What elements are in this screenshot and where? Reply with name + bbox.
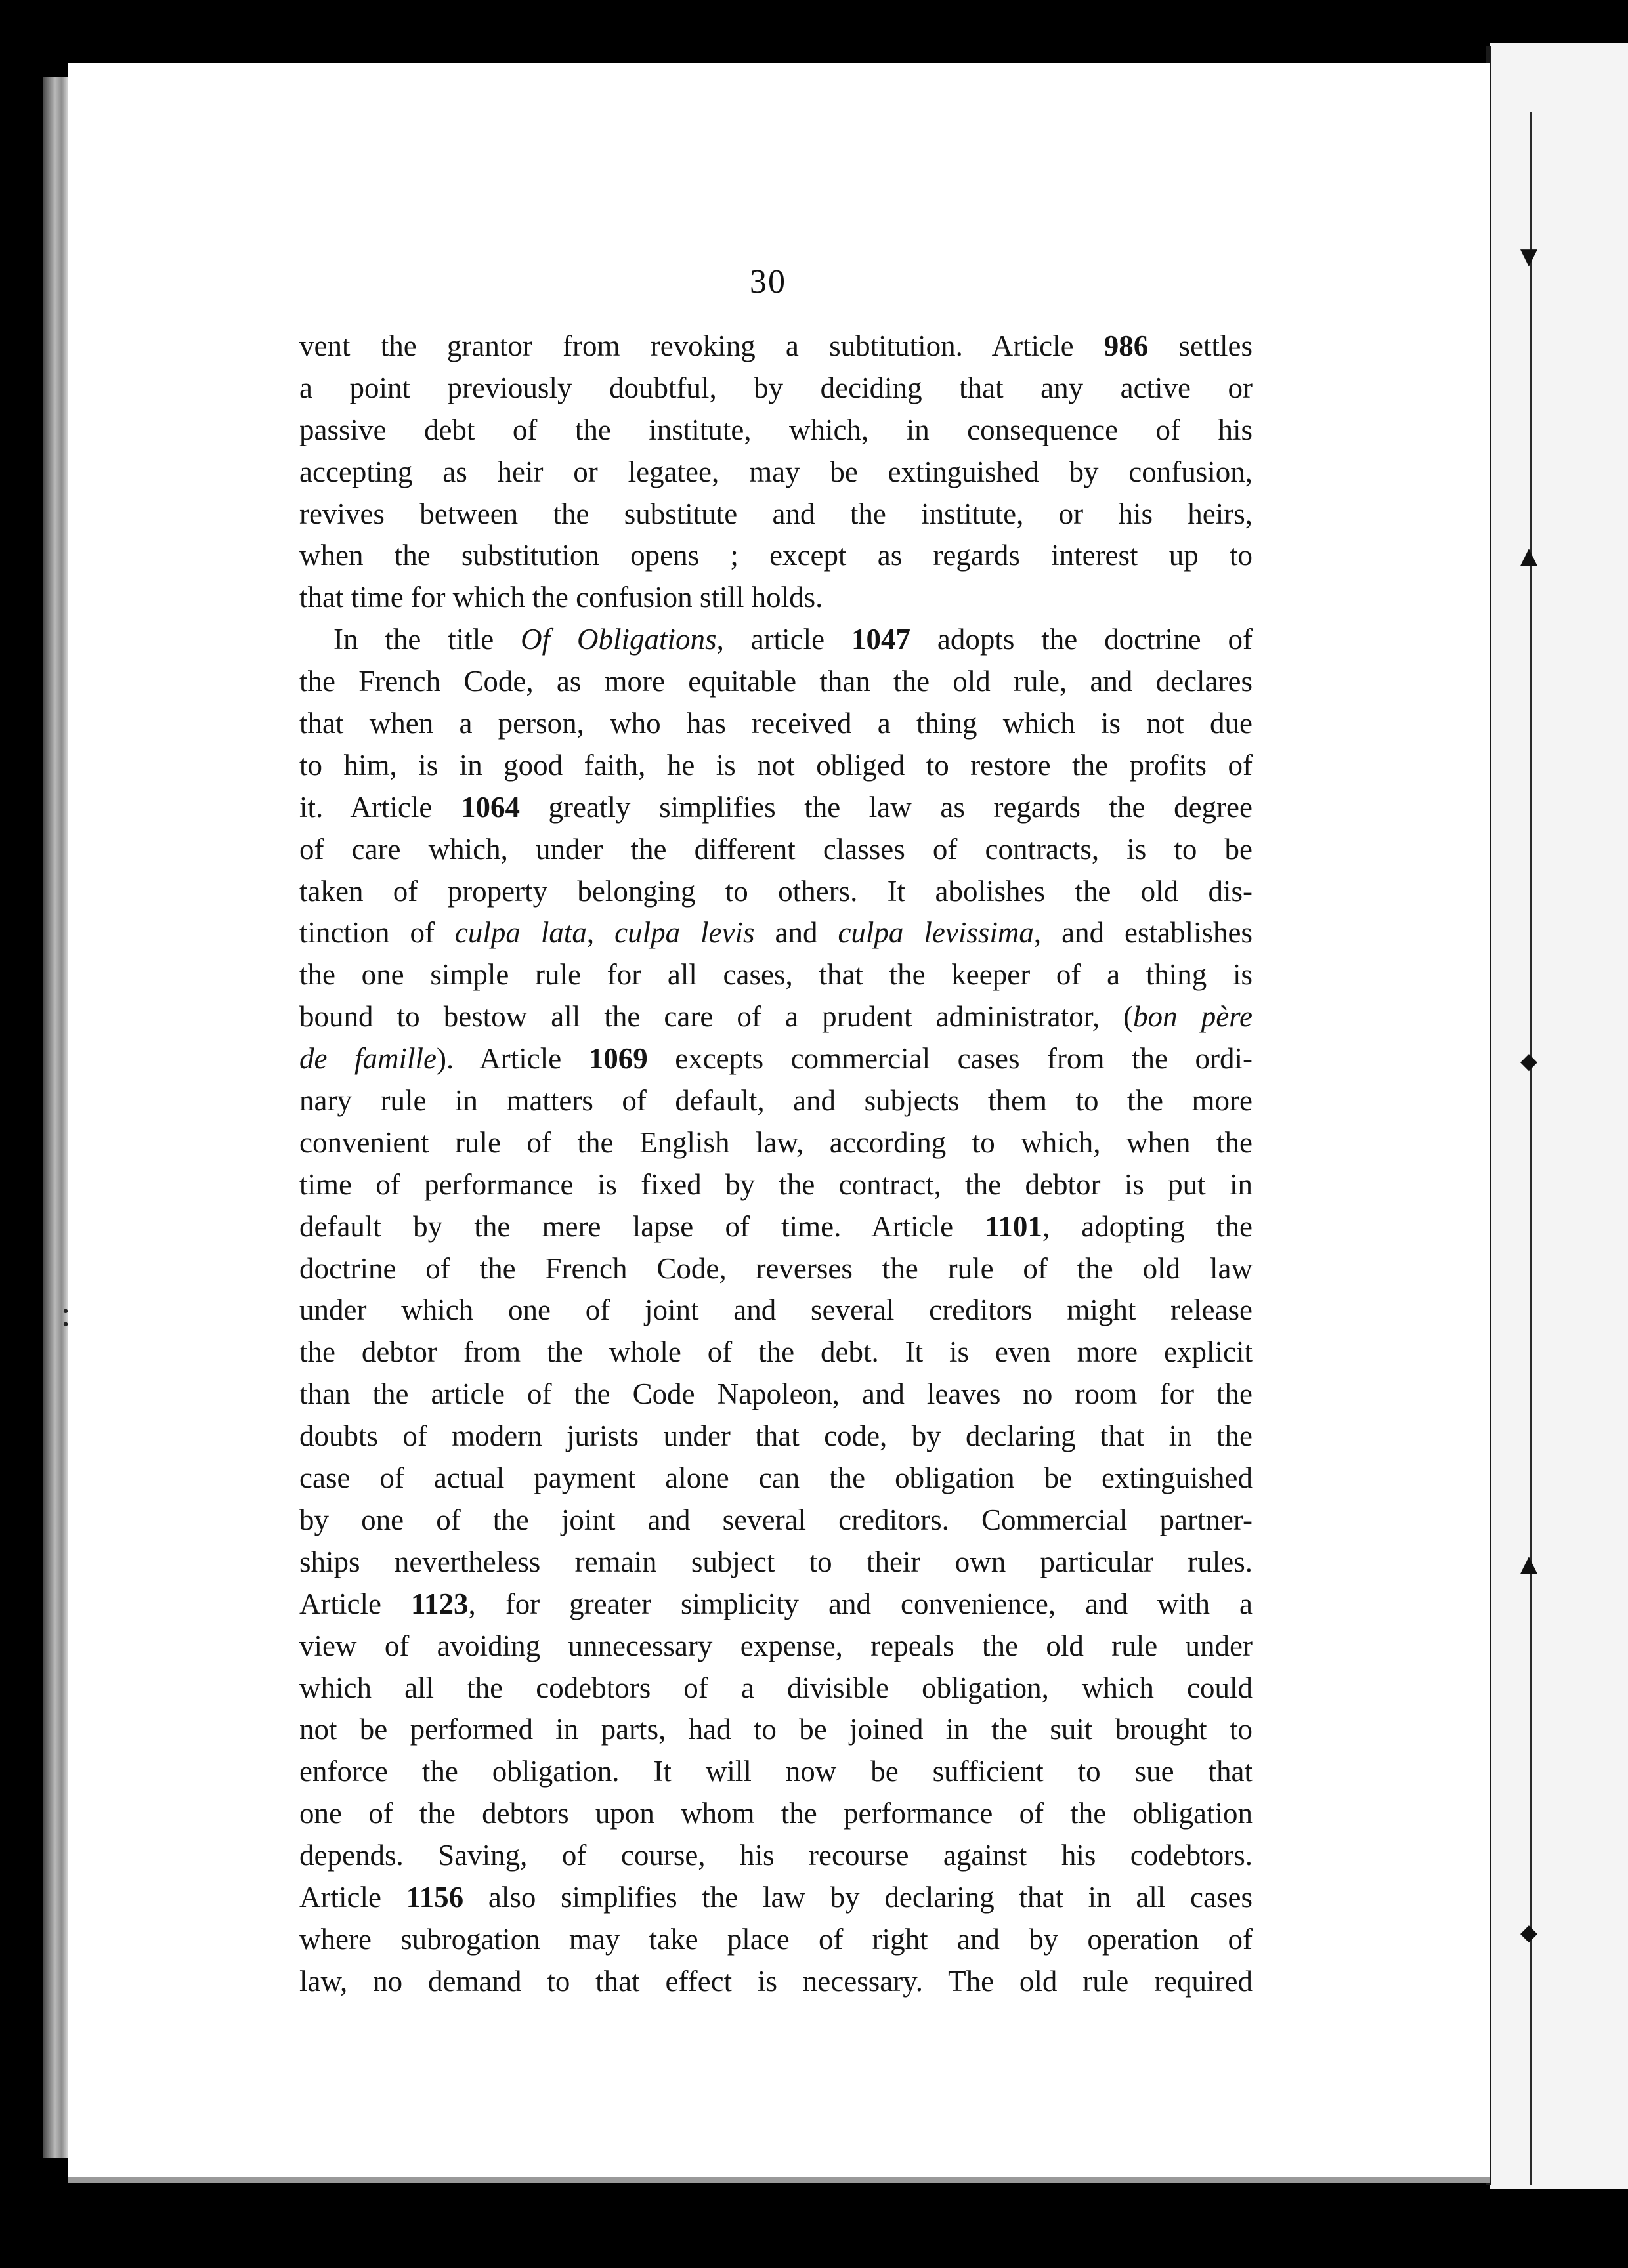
text-line <box>299 1374 1253 1416</box>
text-line <box>299 326 1253 368</box>
text-segment: Article <box>299 1587 411 1620</box>
text-segment: also simplifies the law by declaring that in all cases <box>463 1880 1253 1914</box>
facing-page-strip <box>1490 43 1628 2189</box>
text-line <box>299 745 1253 787</box>
text-line <box>299 1290 1253 1332</box>
text-segment: revives between the substitute and the institute, or his heirs, <box>299 497 1253 530</box>
page-bottom-shadow <box>68 2177 1490 2183</box>
text-line <box>299 1500 1253 1542</box>
text-line <box>299 1668 1253 1710</box>
article-number: 986 <box>1103 329 1149 362</box>
text-segment: bound to bestow all the care of a prudent administrator, ( <box>299 1000 1134 1034</box>
italic-term: de famille <box>299 1042 437 1076</box>
text-line <box>299 1416 1253 1458</box>
italic-term: culpa levis <box>614 916 755 950</box>
text-line <box>299 1751 1253 1793</box>
body-text <box>299 326 1253 2003</box>
text-line <box>299 577 1253 619</box>
text-line <box>299 1332 1253 1374</box>
text-line <box>299 452 1253 494</box>
text-segment: the French Code, as more equitable than the old rule, and declares <box>299 665 1253 698</box>
text-line <box>299 1626 1253 1668</box>
text-segment: , <box>586 916 615 950</box>
text-line <box>299 619 1253 661</box>
text-segment: excepts commercial cases from the ordi- <box>647 1042 1253 1076</box>
text-line <box>299 829 1253 871</box>
text-segment: doubts of modern jurists under that code, by declaring that in the <box>299 1419 1253 1453</box>
text-segment: case of actual payment alone can the obligation be extinguished <box>299 1461 1253 1495</box>
margin-speck-marks: • • <box>61 1304 70 1334</box>
text-line <box>299 1877 1253 1919</box>
text-line <box>299 368 1253 410</box>
italic-term: bon père <box>1133 1000 1253 1034</box>
text-line <box>299 1038 1253 1080</box>
text-line <box>299 996 1253 1038</box>
text-segment: when the substitution opens ; except as regards interest up to <box>299 539 1253 572</box>
text-line <box>299 1709 1253 1751</box>
text-segment: taken of property belonging to others. It abolishes the old dis- <box>299 874 1253 908</box>
text-segment: a point previously doubtful, by deciding that any active or <box>299 371 1253 404</box>
article-number: 1101 <box>985 1209 1042 1243</box>
text-line <box>299 1961 1253 2003</box>
binding-thread-mark: ▼ <box>1520 243 1538 270</box>
text-segment: it. Article <box>299 790 461 824</box>
text-line <box>299 535 1253 577</box>
article-number: 1123 <box>410 1587 469 1620</box>
text-line <box>299 1835 1253 1877</box>
text-segment: of care which, under the different classes of contracts, is to be <box>299 832 1253 866</box>
text-segment: tinction of <box>299 916 455 950</box>
text-line <box>299 954 1253 996</box>
text-segment: , article <box>716 623 852 656</box>
article-number: 1069 <box>588 1042 648 1076</box>
binding-thread-mark: ◆ <box>1520 1920 1538 1946</box>
text-segment: depends. Saving, of course, his recourse against his codebtors. <box>299 1839 1253 1872</box>
text-line <box>299 912 1253 954</box>
text-line <box>299 410 1253 452</box>
text-segment: convenient rule of the English law, according to which, when the <box>299 1125 1253 1159</box>
text-segment: vent the grantor from revoking a subtitution. Article <box>299 329 1104 362</box>
text-segment: settles <box>1148 329 1253 362</box>
article-number: 1156 <box>406 1880 464 1914</box>
text-segment: and <box>754 916 838 950</box>
text-line <box>299 1584 1253 1626</box>
text-segment: , and establishes <box>1033 916 1253 950</box>
binding-thread-mark: ▲ <box>1520 1551 1538 1577</box>
text-segment: the one simple rule for all cases, that the keeper of a thing is <box>299 958 1253 992</box>
text-segment: default by the mere lapse of time. Article <box>299 1209 985 1243</box>
binding-thread-mark: ▲ <box>1520 543 1538 569</box>
text-line <box>299 1206 1253 1248</box>
binding-thread-line <box>1530 112 1532 2185</box>
text-line <box>299 1164 1253 1206</box>
italic-term: culpa levissima <box>838 916 1034 950</box>
italic-term: culpa lata <box>454 916 587 950</box>
text-segment: one of the debtors upon whom the performance of the obligation <box>299 1797 1253 1830</box>
italic-term: Of Obligations <box>521 623 717 656</box>
text-segment: to him, is in good faith, he is not obliged to restore the profits of <box>299 748 1253 782</box>
text-line <box>299 494 1253 536</box>
text-line <box>299 1122 1253 1164</box>
text-line <box>299 1248 1253 1290</box>
text-line <box>299 1080 1253 1122</box>
text-segment: adopts the doctrine of <box>910 623 1253 656</box>
text-line <box>299 1458 1253 1500</box>
text-segment: that when a person, who has received a thing which is not due <box>299 707 1253 740</box>
page-number: 30 <box>750 263 786 301</box>
text-segment: view of avoiding unnecessary expense, repeals the old rule under <box>299 1629 1253 1662</box>
text-segment: the debtor from the whole of the debt. It is even more explicit <box>299 1335 1253 1369</box>
binding-thread-mark: ◆ <box>1520 1048 1538 1074</box>
text-segment: law, no demand to that effect is necessary. The old rule required <box>299 1964 1253 1998</box>
scanner-left-edge <box>43 77 70 2158</box>
text-segment: not be performed in parts, had to be joined in the suit brought to <box>299 1713 1253 1746</box>
text-segment: under which one of joint and several creditors might release <box>299 1293 1253 1327</box>
text-line <box>299 1542 1253 1584</box>
text-line <box>299 787 1253 829</box>
article-number: 1064 <box>460 790 520 824</box>
text-segment: Article <box>299 1880 406 1914</box>
text-segment: , adopting the <box>1042 1209 1253 1243</box>
text-segment: , for greater simplicity and convenience, and with a <box>468 1587 1253 1620</box>
text-segment: than the article of the Code Napoleon, and leaves no room for the <box>299 1377 1253 1411</box>
text-segment: In the title <box>333 623 521 656</box>
text-segment: enforce the obligation. It will now be sufficient to sue that <box>299 1755 1253 1788</box>
text-segment: that time for which the confusion still holds. <box>299 581 823 614</box>
text-line <box>299 703 1253 745</box>
text-line <box>299 661 1253 703</box>
text-segment: accepting as heir or legatee, may be extinguished by confusion, <box>299 455 1253 488</box>
text-line <box>299 871 1253 913</box>
text-segment: greatly simplifies the law as regards the degree <box>519 790 1253 824</box>
text-segment: doctrine of the French Code, reverses the rule of the old law <box>299 1251 1253 1285</box>
text-segment: passive debt of the institute, which, in consequence of his <box>299 413 1253 446</box>
text-line <box>299 1793 1253 1835</box>
text-segment: time of performance is fixed by the contract, the debtor is put in <box>299 1167 1253 1201</box>
text-segment: ). Article <box>436 1042 589 1076</box>
text-segment: by one of the joint and several creditors. Commercial partner- <box>299 1503 1253 1536</box>
text-segment: which all the codebtors of a divisible obligation, which could <box>299 1671 1253 1704</box>
article-number: 1047 <box>851 623 911 656</box>
text-segment: where subrogation may take place of right and by operation of <box>299 1922 1253 1956</box>
text-segment: nary rule in matters of default, and subjects them to the more <box>299 1084 1253 1118</box>
text-line <box>299 1919 1253 1961</box>
text-segment: ships nevertheless remain subject to their own particular rules. <box>299 1545 1253 1578</box>
